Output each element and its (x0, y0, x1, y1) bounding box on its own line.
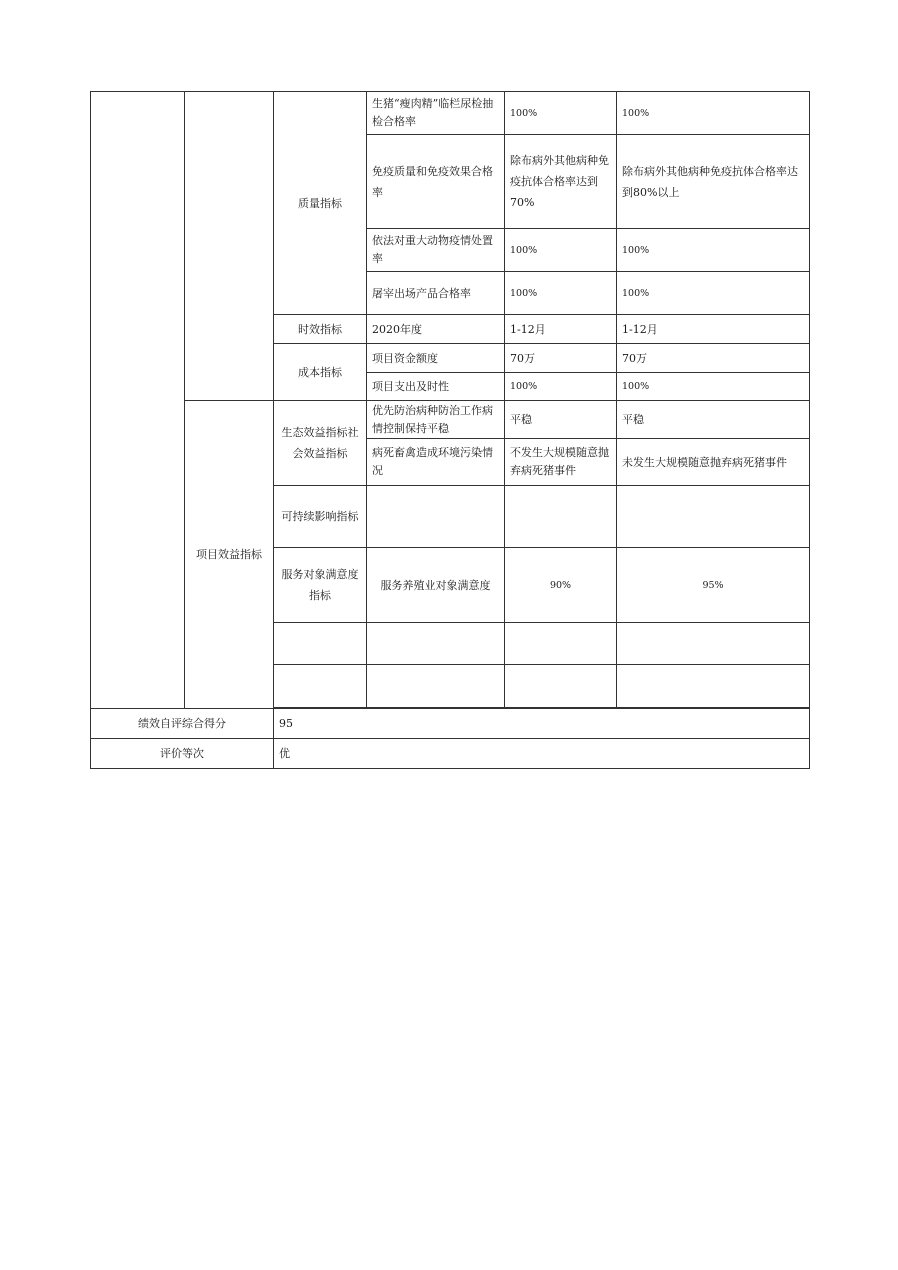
indicator-cell: 服务养殖业对象满意度 (367, 548, 505, 623)
project-benefit-cell: 项目效益指标 (185, 401, 274, 709)
score-row (91, 709, 810, 739)
actual-cell: 平稳 (617, 401, 810, 439)
blank-output-cell (185, 92, 274, 401)
empty-cell (274, 665, 367, 708)
actual-cell: 100% (617, 229, 810, 272)
indicator-cell: 屠宰出场产品合格率 (367, 272, 505, 315)
indicator-cell: 优先防治病种防治工作病情控制保持平稳 (367, 401, 505, 439)
category-satisfaction: 服务对象满意度指标 (274, 548, 367, 623)
empty-cell (617, 486, 810, 548)
performance-table (90, 91, 810, 769)
empty-cell (274, 623, 367, 665)
empty-cell (617, 665, 810, 708)
target-cell: 100% (505, 373, 617, 401)
target-cell: 100% (505, 272, 617, 315)
category-sustainable: 可持续影响指标 (274, 486, 367, 548)
category-cost: 成本指标 (274, 344, 367, 401)
empty-cell (367, 623, 505, 665)
indicator-cell: 依法对重大动物疫情处置率 (367, 229, 505, 272)
target-cell: 70万 (505, 344, 617, 373)
indicator-cell: 生猪“瘦肉精”临栏尿检抽检合格率 (367, 92, 505, 135)
score-label: 绩效自评综合得分 (91, 709, 274, 739)
empty-cell (367, 486, 505, 548)
grade-label: 评价等次 (91, 739, 274, 769)
indicator-cell: 病死畜禽造成环境污染情况 (367, 439, 505, 486)
table-row (91, 401, 810, 439)
grade-row (91, 739, 810, 769)
category-timeliness: 时效指标 (274, 315, 367, 344)
indicator-cell: 2020年度 (367, 315, 505, 344)
empty-cell (505, 623, 617, 665)
target-cell: 90% (505, 548, 617, 623)
table-row (91, 92, 810, 135)
actual-cell: 70万 (617, 344, 810, 373)
actual-cell: 100% (617, 272, 810, 315)
empty-cell (617, 623, 810, 665)
actual-cell: 1-12月 (617, 315, 810, 344)
target-cell: 100% (505, 92, 617, 135)
target-cell: 除布病外其他病种免疫抗体合格率达到70% (505, 135, 617, 229)
score-value: 95 (274, 709, 810, 739)
indicator-cell: 项目支出及时性 (367, 373, 505, 401)
category-eco-social: 生态效益指标社会效益指标 (274, 401, 367, 486)
actual-cell: 除布病外其他病种免疫抗体合格率达到80%以上 (617, 135, 810, 229)
target-cell: 1-12月 (505, 315, 617, 344)
actual-cell: 100% (617, 92, 810, 135)
actual-cell: 100% (617, 373, 810, 401)
grade-value: 优 (274, 739, 810, 769)
empty-cell (505, 665, 617, 708)
target-cell: 100% (505, 229, 617, 272)
indicator-cell: 免疫质量和免疫效果合格率 (367, 135, 505, 229)
blank-top-left-cell (91, 92, 185, 709)
indicator-cell: 项目资金额度 (367, 344, 505, 373)
target-cell: 平稳 (505, 401, 617, 439)
actual-cell: 未发生大规模随意抛弃病死猪事件 (617, 439, 810, 486)
empty-cell (367, 665, 505, 708)
category-quality: 质量指标 (274, 92, 367, 315)
target-cell: 不发生大规模随意抛弃病死猪事件 (505, 439, 617, 486)
empty-cell (505, 486, 617, 548)
actual-cell: 95% (617, 548, 810, 623)
